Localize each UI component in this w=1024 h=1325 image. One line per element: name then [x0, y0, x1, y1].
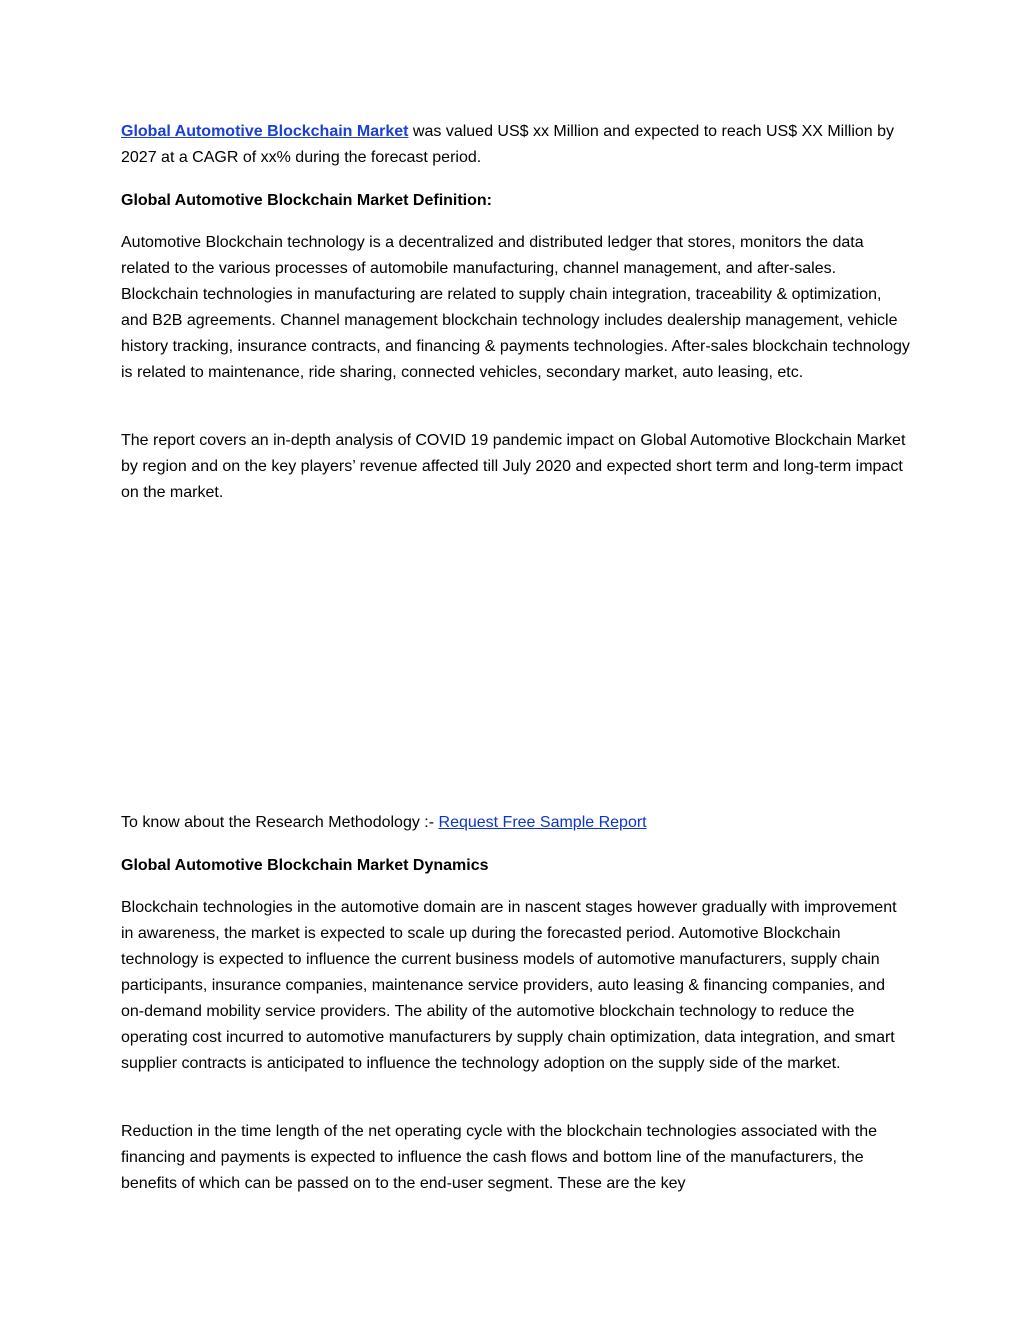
intro-paragraph	[121, 119, 911, 171]
covid-paragraph: The report covers an in-depth analysis of COVID 19 pandemic impact on Global Automotive Blockchain Market by region and on the key players’ revenue affected till July 2020 and expected short term and long-term impact on the market.	[121, 432, 906, 501]
intro-text: was valued US$ xx Million and expected to reach US$ XX Million by 2027 at a CAGR of xx% during the forecast period.	[121, 123, 895, 166]
dynamics-paragraph-2: Reduction in the time length of the net operating cycle with the blockchain technologies associated with the financing and payments is expected to influence the cash flows and bottom line of the manufacturers, the benefits of which can be passed on to the end-user segment. These are the key	[121, 1123, 878, 1192]
methodology-paragraph	[121, 810, 911, 836]
dynamics-heading: Global Automotive Blockchain Market Dynamics	[121, 857, 489, 874]
dynamics-paragraph-1: Blockchain technologies in the automotive domain are in nascent stages however gradually with improvement in awareness, the market is expected to scale up during the forecasted period. Automotive Blockchain technology is expected to influence the current business models of automotive manufacturers, supply chain participants, insurance companies, maintenance service providers, auto leasing & financing companies, and on-demand mobility service providers. The ability of the automotive blockchain technology to reduce the operating cost incurred to automotive manufacturers by supply chain optimization, data integration, and smart supplier contracts is anticipated to influence the technology adoption on the supply side of the market.	[121, 899, 897, 1072]
definition-paragraph: Automotive Blockchain technology is a decentralized and distributed ledger that stores, monitors the data related to the various processes of automobile manufacturing, channel management, and after-sales. Blockchain technologies in manufacturing are related to supply chain integration, traceability & optimization, and B2B agreements. Channel management blockchain technology includes dealership management, vehicle history tracking, insurance contracts, and financing & payments technologies. After-sales blockchain technology is related to maintenance, ride sharing, connected vehicles, secondary market, auto leasing, etc.	[121, 234, 910, 381]
definition-heading: Global Automotive Blockchain Market Definition:	[121, 192, 492, 209]
sample-report-link[interactable]: Request Free Sample Report	[438, 814, 647, 831]
methodology-prefix: To know about the Research Methodology :-	[121, 814, 439, 831]
market-link[interactable]: Global Automotive Blockchain Market	[121, 123, 409, 140]
